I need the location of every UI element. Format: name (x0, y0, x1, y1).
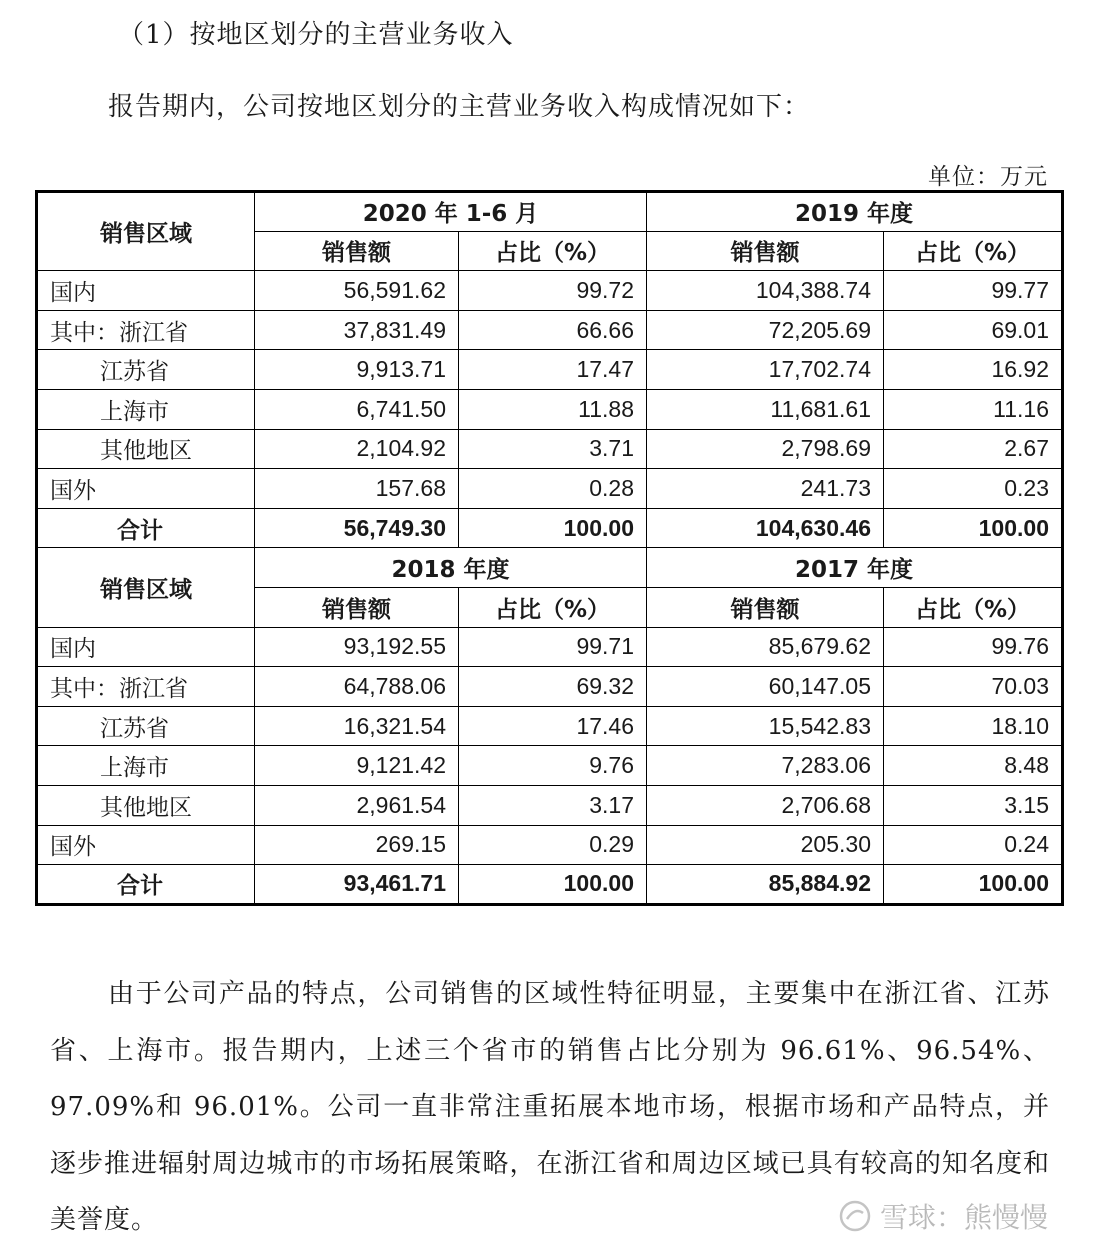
region-cell: 江苏省 (37, 350, 255, 390)
amount-cell: 241.73 (647, 469, 884, 509)
ratio-cell: 3.17 (459, 785, 647, 825)
amount-cell: 269.15 (255, 825, 459, 865)
ratio-cell: 100.00 (884, 508, 1063, 548)
ratio-cell: 100.00 (459, 508, 647, 548)
total-row (37, 865, 1063, 905)
table-row (37, 271, 1063, 311)
table-row (37, 746, 1063, 786)
amount-cell: 64,788.06 (255, 667, 459, 707)
amount-cell: 85,679.62 (647, 627, 884, 667)
ratio-header: 占比（%） (884, 587, 1063, 627)
intro-text: 报告期内，公司按地区划分的主营业务收入构成情况如下： (108, 92, 811, 122)
amount-header: 销售额 (647, 587, 884, 627)
ratio-cell: 0.29 (459, 825, 647, 865)
period-header: 2020 年 1-6 月 (255, 192, 647, 232)
region-cell: 江苏省 (37, 706, 255, 746)
revenue-by-region-table (35, 190, 1064, 906)
section-heading: （1）按地区划分的主营业务收入 (118, 20, 514, 50)
amount-cell: 17,702.74 (647, 350, 884, 390)
amount-cell: 2,961.54 (255, 785, 459, 825)
ratio-cell: 11.16 (884, 389, 1063, 429)
amount-cell: 93,461.71 (255, 865, 459, 905)
table-row (37, 785, 1063, 825)
region-cell: 国外 (37, 469, 255, 509)
ratio-cell: 17.47 (459, 350, 647, 390)
header-row (37, 548, 1063, 588)
region-cell: 上海市 (37, 389, 255, 429)
amount-cell: 93,192.55 (255, 627, 459, 667)
region-cell: 合计 (37, 508, 255, 548)
table-row (37, 706, 1063, 746)
amount-header: 销售额 (255, 231, 459, 271)
amount-cell: 2,104.92 (255, 429, 459, 469)
region-cell: 合计 (37, 865, 255, 905)
amount-cell: 9,913.71 (255, 350, 459, 390)
ratio-cell: 2.67 (884, 429, 1063, 469)
ratio-cell: 70.03 (884, 667, 1063, 707)
amount-cell: 56,591.62 (255, 271, 459, 311)
amount-header: 销售额 (647, 231, 884, 271)
region-cell: 上海市 (37, 746, 255, 786)
table-row (37, 350, 1063, 390)
amount-cell: 104,388.74 (647, 271, 884, 311)
ratio-cell: 100.00 (459, 865, 647, 905)
table-row (37, 389, 1063, 429)
table-row (37, 310, 1063, 350)
ratio-cell: 17.46 (459, 706, 647, 746)
amount-cell: 15,542.83 (647, 706, 884, 746)
ratio-cell: 9.76 (459, 746, 647, 786)
amount-cell: 9,121.42 (255, 746, 459, 786)
amount-cell: 60,147.05 (647, 667, 884, 707)
ratio-cell: 0.28 (459, 469, 647, 509)
region-cell: 国内 (37, 627, 255, 667)
ratio-cell: 11.88 (459, 389, 647, 429)
ratio-cell: 99.71 (459, 627, 647, 667)
unit-label: 单位：万元 (928, 164, 1048, 190)
table-row (37, 429, 1063, 469)
ratio-cell: 99.77 (884, 271, 1063, 311)
ratio-cell: 100.00 (884, 865, 1063, 905)
ratio-cell: 66.66 (459, 310, 647, 350)
amount-cell: 6,741.50 (255, 389, 459, 429)
table-row (37, 627, 1063, 667)
amount-header: 销售额 (255, 587, 459, 627)
amount-cell: 72,205.69 (647, 310, 884, 350)
amount-cell: 205.30 (647, 825, 884, 865)
region-header: 销售区域 (37, 192, 255, 271)
analysis-paragraph: 由于公司产品的特点，公司销售的区域性特征明显，主要集中在浙江省、江苏省、上海市。报告期内，上述三个省市的销售占比分别为 96.61%、96.54%、97.09%和 96.01%。公司一直非常注重拓展本地市场，根据市场和产品特点，并逐步推进辐射周边城市的市场拓展策略，在浙江省和周边区域已具有较高的知名度和美誉度。 (50, 979, 1050, 1235)
region-cell: 其中：浙江省 (37, 667, 255, 707)
table-body (37, 192, 1063, 905)
amount-cell: 85,884.92 (647, 865, 884, 905)
watermark (838, 1196, 1098, 1236)
amount-cell: 37,831.49 (255, 310, 459, 350)
ratio-cell: 99.72 (459, 271, 647, 311)
ratio-cell: 16.92 (884, 350, 1063, 390)
total-row (37, 508, 1063, 548)
header-row (37, 192, 1063, 232)
region-cell: 其他地区 (37, 429, 255, 469)
ratio-header: 占比（%） (459, 231, 647, 271)
region-cell: 其他地区 (37, 785, 255, 825)
amount-cell: 56,749.30 (255, 508, 459, 548)
amount-cell: 16,321.54 (255, 706, 459, 746)
ratio-cell: 69.01 (884, 310, 1063, 350)
ratio-cell: 99.76 (884, 627, 1063, 667)
amount-cell: 7,283.06 (647, 746, 884, 786)
amount-cell: 104,630.46 (647, 508, 884, 548)
period-header: 2018 年度 (255, 548, 647, 588)
amount-cell: 157.68 (255, 469, 459, 509)
ratio-header: 占比（%） (459, 587, 647, 627)
table-row (37, 469, 1063, 509)
region-cell: 国外 (37, 825, 255, 865)
ratio-cell: 0.23 (884, 469, 1063, 509)
ratio-cell: 3.71 (459, 429, 647, 469)
region-header: 销售区域 (37, 548, 255, 627)
ratio-cell: 18.10 (884, 706, 1063, 746)
ratio-header: 占比（%） (884, 231, 1063, 271)
period-header: 2019 年度 (647, 192, 1063, 232)
period-header: 2017 年度 (647, 548, 1063, 588)
ratio-cell: 0.24 (884, 825, 1063, 865)
ratio-cell: 3.15 (884, 785, 1063, 825)
table-row (37, 825, 1063, 865)
table-row (37, 667, 1063, 707)
amount-cell: 11,681.61 (647, 389, 884, 429)
watermark-text: 雪球：熊慢慢 (880, 1201, 1049, 1234)
ratio-cell: 8.48 (884, 746, 1063, 786)
snowball-logo-icon (838, 1199, 872, 1233)
region-cell: 国内 (37, 271, 255, 311)
amount-cell: 2,798.69 (647, 429, 884, 469)
region-cell: 其中：浙江省 (37, 310, 255, 350)
ratio-cell: 69.32 (459, 667, 647, 707)
amount-cell: 2,706.68 (647, 785, 884, 825)
